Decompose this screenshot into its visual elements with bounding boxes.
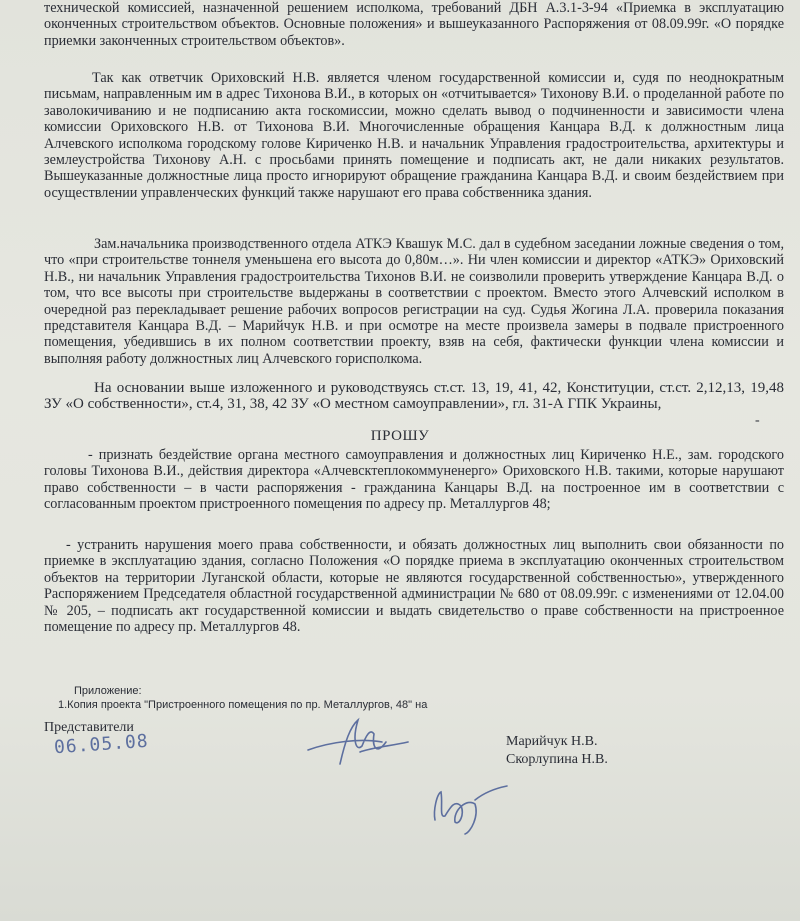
signatory-1: Марийчук Н.В. (506, 734, 598, 749)
signature-1 (300, 712, 420, 772)
paragraph-false-testimony: Зам.начальника производственного отдела АТКЭ Квашук М.С. дал в судебном заседании ложные сведения о том, что «при строительстве тоннеля уменьшена его высота до 0,80м…». Ни член комиссии и директор «АТКЭ» Ориховский Н.В., ни начальник Управления градостроительства Тихонов В.И. не соизволили проверить утверждение Канцара В.Д. о том, что все высоты при строительстве выдержаны в соответствии с проектом. Вместо этого Алчевский исполком в очередной раз перекладывает решение рабочих вопросов регистрации на суд. Судья Жогина Л.А. проверила показания представителя Канцара В.Д. – Марийчук Н.В. и при осмотре на месте произвела замеры в подвале пристроенного помещения, убедившись в их полном соответствии проекту, взяв на себя, фактически функции члена комиссии и выполняя работу должностных лиц Алчевского горисполкома. (44, 236, 784, 367)
request-item-1: - признать бездействие органа местного самоуправления и должностных лиц Кириченко Н.Е., зам. городского головы Тихонова В.И., действия директора «Алчевсктеплокоммуненерго» Ориховского Н.В. такими, которые нарушают право собственности – в части распоряжения - гражданина Канцары В.Д. на построенное им в соответствии с согласованным проектом пристроенного помещения по адресу пр. Металлургов 48; (44, 447, 784, 513)
attachment-item: 1.Копия проекта "Пристроенного помещения по пр. Металлургов, 48" на (58, 699, 428, 711)
handwritten-date: 06.05.08 (53, 730, 150, 759)
margin-dash: - (755, 413, 760, 428)
request-item-2: - устранить нарушения моего права собственности, и обязать должностных лиц выполнить свои обязанности по приемке в эксплуатацию здания, согласно Положения «О порядке приема в эксплуатацию оконченных строительством объектов на территории Луганской области, которые не являются государственной собственностью», утвержденного Распоряжением Председателя областной государственной администрации № 680 от 08.09.99г. с изменениями от 12.04.00 № 205, – подписать акт государственной комиссии и выдать свидетельство о праве собственности на пристроенное помещение по адресу пр. Металлургов 48. (44, 537, 784, 636)
attachment-label: Приложение: (74, 685, 142, 697)
paragraph-legal-basis: На основании выше изложенного и руководствуясь ст.ст. 13, 19, 41, 42, Конституции, ст.ст. 2,12,13, 19,48 ЗУ «О собственности», ст.4, 31, 38, 42 ЗУ «О местном самоуправлении», гл. 31-А ГПК Украины, (44, 380, 784, 413)
request-heading: ПРОШУ (370, 428, 430, 444)
signatory-2: Скорлупина Н.В. (506, 752, 608, 767)
paragraph-defendant-subordination: Так как ответчик Ориховский Н.В. является членом государственной комиссии и, судя по неоднократным письмам, направленным им в адрес Тихонова В.И., в которых он «отчитывается» Тихонову В.И. о проделанной работе по заволокичиванию и не подписанию акта госкомиссии, можно сделать вывод о подчиненности и зависимости члена комиссии Ориховского Н.В. от Тихонова В.И. Многочисленные обращения Канцара В.Д. к должностным лица Алчевского исполкома городскому голове Кириченко Н.В. и начальник Управления градостроительства, архитектуры и землеустройства Тихонову А.Н. с просьбами принять помещение и подписать акт, не дали никаких результатов. Вышеуказанные должностные лица просто игнорируют обращение гражданина Канцара В.Д. и своим бездействием при осуществлении управленческих функций также нарушают его права собственника здания. (44, 70, 784, 201)
representatives-label: Представители (44, 720, 134, 735)
paragraph-commission-requirements: технической комиссией, назначенной решением исполкома, требований ДБН А.3.1-3-94 «Приемка в эксплуатацию оконченных строительством объектов. Основные положения» и вышеуказанного Распоряжения от 08.09.99г. «О порядке приемки законченных строительством объектов». (44, 0, 784, 49)
signature-2 (425, 770, 515, 840)
